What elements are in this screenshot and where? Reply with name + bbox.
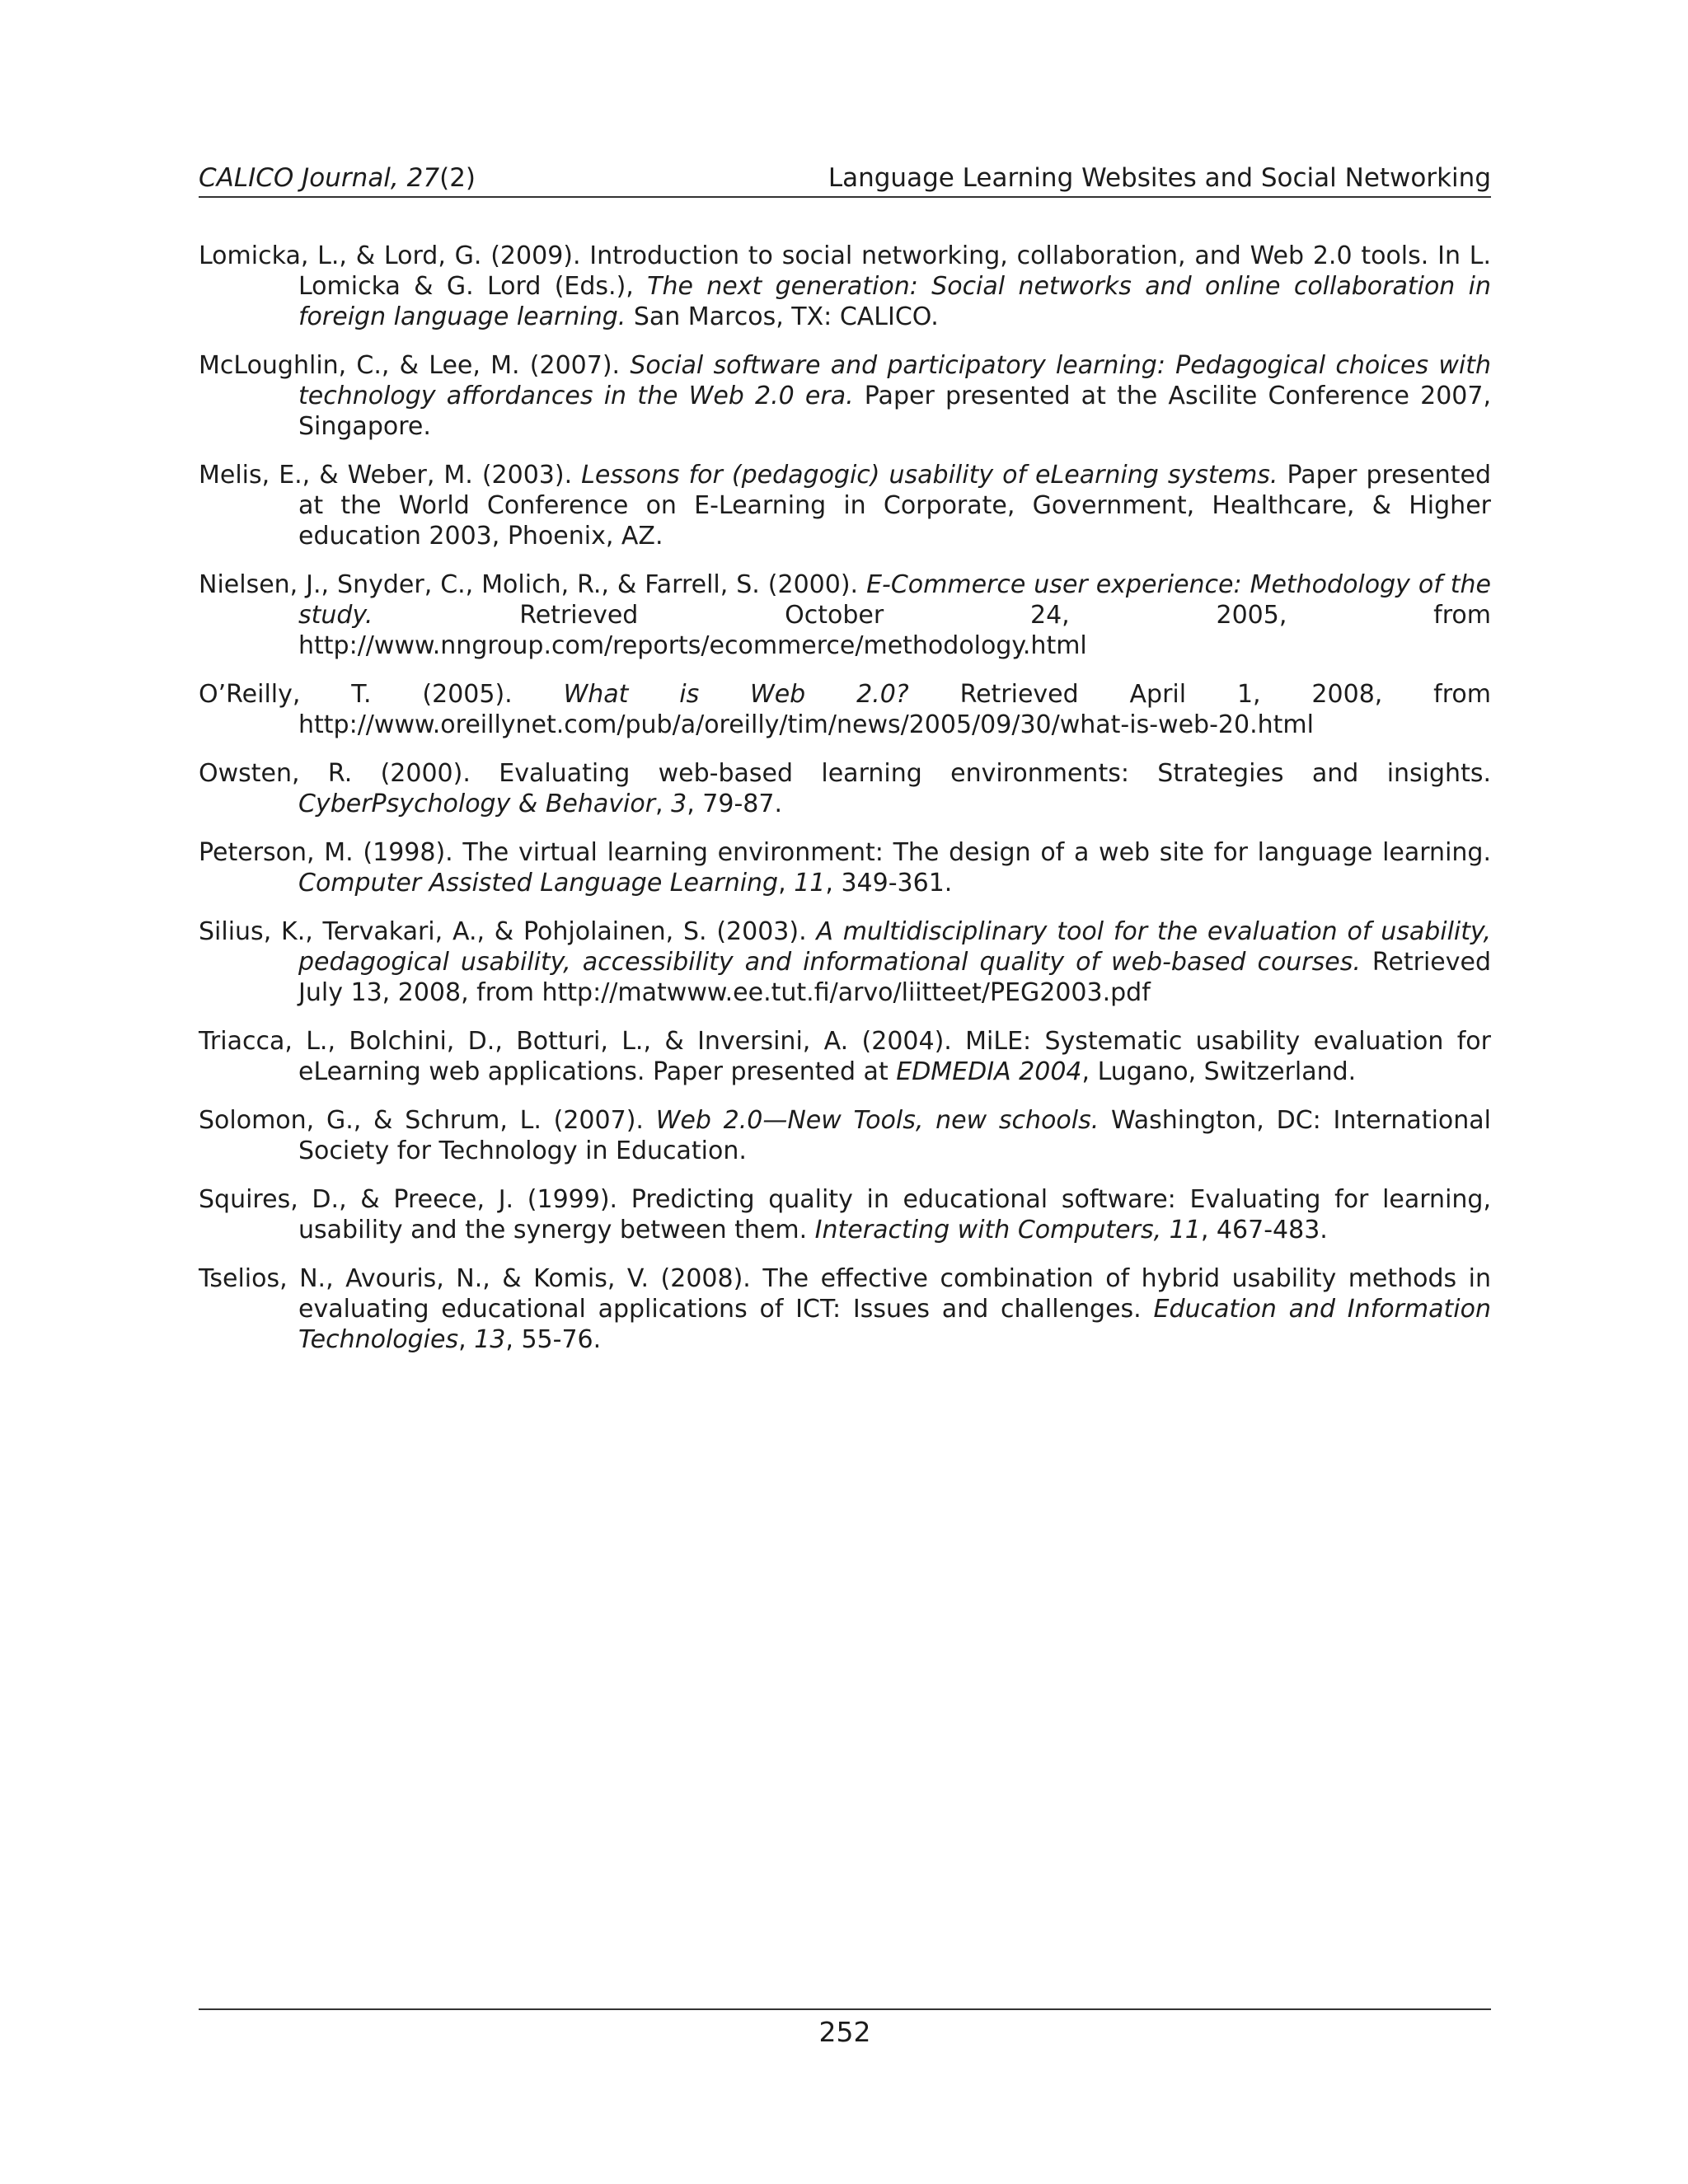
reference-volume: 3 bbox=[671, 790, 687, 818]
reference-journal: CyberPsychology & Behavior bbox=[298, 790, 656, 818]
reference-text: , Lugano, Switzerland. bbox=[1081, 1057, 1357, 1086]
reference-pages: , 79-87. bbox=[687, 790, 782, 818]
reference-entry bbox=[199, 241, 1491, 332]
reference-pages: , 55-76. bbox=[505, 1325, 602, 1354]
reference-title: Web 2.0—New Tools, new schools. bbox=[655, 1106, 1100, 1135]
reference-list bbox=[199, 241, 1491, 1373]
reference-journal: Interacting with Computers, 11 bbox=[814, 1216, 1201, 1244]
reference-entry bbox=[199, 916, 1491, 1008]
running-title: Language Learning Websites and Social Networking bbox=[828, 163, 1491, 193]
reference-entry bbox=[199, 758, 1491, 819]
reference-text: Tselios, N., Avouris, N., & Komis, V. (2008). The effective combination of hybrid usability methods in evaluating educational applications of ICT: Issues and challenges. bbox=[199, 1264, 1491, 1324]
reference-text: , bbox=[458, 1325, 475, 1354]
journal-issue: (2) bbox=[439, 163, 476, 193]
reference-text: Paper presented at the World Conference on E-Learning in Corporate, Government, Healthcare, & Higher education 2003, Phoenix, AZ. bbox=[298, 461, 1492, 551]
reference-title: Lessons for (pedagogic) usability of eLearning systems. bbox=[581, 461, 1278, 490]
reference-entry bbox=[199, 569, 1491, 661]
reference-entry bbox=[199, 1263, 1491, 1355]
reference-text: Nielsen, J., Snyder, C., Molich, R., & Farrell, S. (2000). bbox=[199, 570, 867, 599]
reference-text: Silius, K., Tervakari, A., & Pohjolainen, S. (2003). bbox=[199, 917, 817, 946]
reference-entry bbox=[199, 1105, 1491, 1166]
reference-entry bbox=[199, 837, 1491, 898]
reference-entry bbox=[199, 350, 1491, 442]
reference-text: Owsten, R. (2000). Evaluating web-based learning environments: Strategies and insights. bbox=[199, 759, 1491, 788]
reference-text: , bbox=[655, 790, 672, 818]
reference-text: Peterson, M. (1998). The virtual learning environment: The design of a web site for language learning. bbox=[199, 838, 1491, 867]
reference-text: , bbox=[778, 869, 795, 898]
reference-text: Squires, D., & Preece, J. (1999). Predicting quality in educational software: Evaluating for learning, usability and the synergy between them. bbox=[199, 1185, 1491, 1244]
reference-entry bbox=[199, 460, 1491, 551]
reference-title: E-Commerce user experience: Methodology of the study. bbox=[298, 570, 1491, 630]
footer-rule bbox=[199, 2008, 1491, 2010]
reference-text: Lomicka, L., & Lord, G. (2009). Introduction to social networking, collaboration, and Web 2.0 tools. In L. Lomicka & G. Lord (Eds.), bbox=[199, 241, 1491, 301]
reference-text: Retrieved April 1, 2008, from http://www.oreillynet.com/pub/a/oreilly/tim/news/2005/09/30/what-is-web-20.html bbox=[298, 680, 1491, 739]
reference-text: McLoughlin, C., & Lee, M. (2007). bbox=[199, 351, 631, 380]
reference-text: Triacca, L., Bolchini, D., Botturi, L., & Inversini, A. (2004). MiLE: Systematic usability evaluation for eLearning web applications. Paper presented at bbox=[199, 1027, 1491, 1086]
reference-text: Paper presented at the Ascilite Conference 2007, Singapore. bbox=[298, 382, 1491, 441]
reference-text: Retrieved October 24, 2005, from http://www.nngroup.com/reports/ecommerce/methodology.html bbox=[298, 601, 1491, 660]
reference-text: O’Reilly, T. (2005). bbox=[199, 680, 564, 709]
reference-text: Melis, E., & Weber, M. (2003). bbox=[199, 461, 582, 490]
reference-text: Solomon, G., & Schrum, L. (2007). bbox=[199, 1106, 656, 1135]
running-header bbox=[199, 162, 1491, 198]
journal-citation bbox=[199, 162, 476, 194]
reference-title: A multidisciplinary tool for the evaluation of usability, pedagogical usability, accessibility and informational quality of web-based courses. bbox=[298, 917, 1491, 977]
reference-entry bbox=[199, 1184, 1491, 1245]
reference-volume: 13 bbox=[474, 1325, 506, 1354]
reference-title: The next generation: Social networks and online collaboration in foreign language learning. bbox=[298, 272, 1491, 331]
reference-pages: , 349-361. bbox=[825, 869, 953, 898]
reference-text: San Marcos, TX: CALICO. bbox=[626, 302, 939, 331]
reference-entry bbox=[199, 1026, 1491, 1087]
journal-name: CALICO Journal, bbox=[199, 163, 407, 193]
reference-pages: , 467-483. bbox=[1200, 1216, 1328, 1244]
reference-entry bbox=[199, 679, 1491, 740]
reference-title: Social software and participatory learning: Pedagogical choices with technology affordances in the Web 2.0 era. bbox=[298, 351, 1492, 410]
reference-title: What is Web 2.0? bbox=[563, 680, 909, 709]
reference-title: EDMEDIA 2004 bbox=[896, 1057, 1082, 1086]
reference-journal: Education and Information Technologies bbox=[298, 1295, 1491, 1354]
reference-volume: 11 bbox=[794, 869, 826, 898]
page-number: 252 bbox=[818, 2016, 871, 2048]
reference-text: Washington, DC: International Society for Technology in Education. bbox=[298, 1106, 1491, 1165]
reference-text: Retrieved July 13, 2008, from http://matwww.ee.tut.fi/arvo/liitteet/PEG2003.pdf bbox=[298, 948, 1491, 1007]
reference-journal: Computer Assisted Language Learning bbox=[298, 869, 779, 898]
journal-volume: 27 bbox=[406, 163, 440, 193]
